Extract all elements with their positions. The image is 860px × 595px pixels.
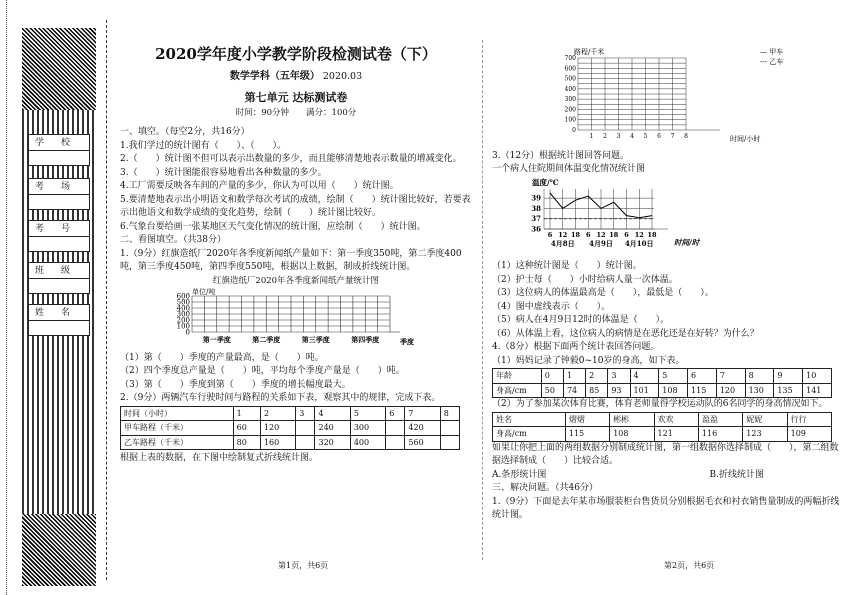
- table-cell: 240: [315, 421, 350, 436]
- cut-line: [106, 20, 112, 580]
- table-row: [121, 421, 460, 436]
- height-table-2: [492, 412, 832, 442]
- table-cell: 74: [563, 383, 585, 398]
- table-cell: 姓名: [493, 412, 566, 427]
- question: 4.（8分）根据下面两个统计表回答问题。: [492, 342, 660, 352]
- choice-row: [492, 469, 844, 483]
- table-cell: 123: [743, 427, 787, 442]
- question: （6）从体温上看，这位病人的病情是在恶化还是在好转？为什么？: [492, 328, 759, 339]
- table-cell: 400: [350, 435, 385, 450]
- table-cell: 0: [541, 369, 563, 384]
- question: （1）这种统计图是（ ）统计图。: [492, 261, 642, 271]
- chart-ylabel: 路程/千米: [574, 48, 605, 56]
- question: 1.我们学过的统计图有（ ）、（ ）。: [120, 140, 287, 151]
- question: （4）图中虚线表示（ ）。: [492, 301, 611, 312]
- exam-room-field[interactable]: 考 场: [28, 178, 90, 210]
- x-tick: 8: [684, 133, 688, 140]
- y-tick: 600: [564, 65, 576, 73]
- table-cell: 6: [386, 406, 405, 421]
- table-cell: 3: [608, 369, 630, 384]
- table-cell[interactable]: [386, 435, 405, 450]
- x-tick: 12: [596, 230, 606, 239]
- table-cell: 9: [774, 369, 803, 384]
- question: （3）第（ ）季度到第（ ）季度的增长幅度最大。: [120, 379, 351, 390]
- chart-xlabel: 季度: [400, 337, 414, 346]
- table-cell[interactable]: [440, 435, 459, 450]
- x-tick: 18: [570, 230, 581, 239]
- y-tick: 0: [572, 127, 576, 134]
- table-cell: 彬彬: [610, 412, 654, 427]
- table-cell: 109: [787, 427, 831, 442]
- table-cell: 1: [233, 406, 260, 421]
- table-row: [493, 383, 832, 398]
- question: （5）病人在4月9日12时的体温是（ ）。: [492, 315, 670, 325]
- table-cell: 115: [688, 383, 717, 398]
- x-tick: 第一季度: [202, 335, 231, 344]
- table-cell: 160: [260, 435, 295, 450]
- table-cell: 甲车路程（千米）: [121, 421, 234, 436]
- x-tick: 18: [647, 230, 657, 239]
- question: （1）妈妈记录了钟毅0~10岁的身高，如下表。: [492, 355, 685, 366]
- table-cell: 121: [654, 427, 698, 442]
- y-tick: 500: [564, 75, 576, 83]
- table-cell[interactable]: [386, 421, 405, 436]
- table-cell: 身高/cm: [493, 383, 542, 398]
- y-tick: 39: [531, 193, 541, 203]
- chart-ylabel: 温度/℃: [532, 177, 559, 187]
- question: 1.（9分）红旗造纸厂2020年各季度新闻纸产量如下：第一季度350吨，第二季度400吨，第三季度450吨，第四季度550吨，根据以上数据，制成折线统计图。: [120, 248, 462, 272]
- date-label: 4月8日: [550, 238, 575, 248]
- table-cell: 300: [350, 421, 385, 436]
- section-heading: 三、解决问题。（共46分）: [492, 483, 598, 493]
- exam-title: 2020学年度小学教学阶段检测试卷（下）: [155, 45, 437, 63]
- table-cell: 1: [563, 369, 585, 384]
- question: （2）护士每（ ）小时给病人量一次体温。: [492, 274, 678, 285]
- table-cell: 120: [716, 383, 745, 398]
- table-cell: 6: [688, 369, 717, 384]
- question: （2）为了参加某次体育比赛，体育老师量得学校运动队的6名同学的身高情况如下。: [492, 399, 828, 409]
- date-label: 4月9日: [589, 238, 613, 248]
- page-1: [120, 0, 472, 466]
- table-cell: 8: [440, 406, 459, 421]
- table-cell: 乙车路程（千米）: [121, 435, 234, 450]
- x-tick: 5: [643, 133, 648, 140]
- x-tick: 6: [657, 133, 661, 140]
- y-tick: 200: [564, 106, 576, 114]
- x-tick: 6: [585, 230, 591, 239]
- chart-xlabel: 时间/小时: [730, 135, 761, 143]
- temperature-chart: [492, 177, 844, 255]
- distance-chart-grid: [492, 46, 844, 144]
- choice-a: A.条形统计图: [492, 469, 547, 480]
- section-heading: 二、看图填空。（共38分）: [120, 235, 226, 245]
- question: （2）四个季度总产量是（ ）吨，平均每个季度产量是（ ）吨。: [120, 366, 405, 376]
- table-cell: 141: [803, 383, 832, 398]
- x-tick: 第三季度: [301, 335, 330, 344]
- section-heading: 一、填空。（每空2分，共16分）: [120, 127, 250, 137]
- question: 一个病人住院期间体温变化情况统计图: [492, 164, 646, 174]
- x-tick: 7: [670, 133, 675, 140]
- y-tick: 36: [531, 224, 541, 233]
- table-cell: 2: [260, 406, 295, 421]
- table-cell: 80: [233, 435, 260, 450]
- table-cell: 560: [405, 435, 440, 450]
- x-tick: 12: [558, 230, 568, 239]
- page-2: [492, 0, 844, 523]
- x-tick: 1: [589, 133, 594, 140]
- name-field[interactable]: 姓 名: [28, 304, 90, 336]
- table-row: [121, 406, 460, 421]
- hatch-top: [22, 28, 96, 110]
- table-cell: 420: [405, 421, 440, 436]
- height-table-1: [492, 368, 832, 398]
- table-row: [121, 435, 460, 450]
- hatch-bottom: [22, 514, 96, 586]
- question: 2.（9分）两辆汽车行驶时间与路程的关系如下表，观察其中的规律，完成下表。: [120, 393, 441, 403]
- table-cell: 5: [659, 369, 688, 384]
- chart-xlabel: 时间/时: [674, 237, 700, 247]
- x-tick: 第二季度: [252, 335, 281, 344]
- perforation-line: [6, 0, 14, 595]
- table-cell: 欢欢: [654, 412, 698, 427]
- table-cell: 120: [260, 421, 295, 436]
- table-cell: 115: [565, 427, 609, 442]
- y-tick: 600: [176, 292, 190, 301]
- table-cell: 身高/cm: [493, 427, 566, 442]
- table-cell: 4: [630, 369, 659, 384]
- table-cell: 3: [296, 406, 315, 421]
- y-tick: 400: [564, 85, 576, 93]
- x-tick: 3: [616, 133, 621, 140]
- x-tick: 6: [624, 230, 629, 239]
- y-tick: 700: [564, 55, 576, 62]
- table-cell: 时间（小时）: [121, 406, 234, 421]
- table-cell[interactable]: [296, 435, 315, 450]
- table-cell: 盈盈: [698, 412, 742, 427]
- question: （3）这位病人的体温最高是（ ），最低是（ ）。: [492, 288, 714, 298]
- subject-line: 数学学科（五年级） 2020.03: [229, 70, 363, 82]
- table-cell: 60: [233, 421, 260, 436]
- x-tick: 6: [547, 230, 553, 239]
- x-tick: 18: [609, 230, 619, 239]
- table-cell: 年龄: [493, 369, 542, 384]
- x-tick: 第四季度: [351, 335, 380, 344]
- question: 3.（12分）根据统计图回答问题。: [492, 150, 630, 161]
- table-cell: 108: [610, 427, 654, 442]
- table-cell: 108: [659, 383, 688, 398]
- unit-title: 第七单元 达标测试卷: [244, 91, 348, 104]
- x-tick: 2: [603, 133, 607, 140]
- table-cell: 4: [315, 406, 350, 421]
- table-cell: 93: [608, 383, 630, 398]
- page-footer: 第2页，共6页: [664, 561, 715, 570]
- table-cell: 行行: [787, 412, 831, 427]
- table-cell: 101: [630, 383, 659, 398]
- y-tick: 400: [176, 304, 190, 313]
- table-cell: 320: [315, 435, 350, 450]
- x-tick: 4: [630, 133, 634, 140]
- question: 根据上表的数据，在下图中绘制复式折线统计图。: [120, 453, 319, 463]
- y-tick: 200: [176, 316, 190, 325]
- question: 2.（ ）统计图不但可以表示出数量的多少，而且能够清楚地表示数量的增减变化。: [120, 154, 462, 164]
- school-field[interactable]: 学 校: [28, 134, 90, 166]
- legend-item: --- 乙车: [760, 58, 784, 66]
- table-cell: 135: [774, 383, 803, 398]
- y-tick: 300: [176, 310, 190, 319]
- table-cell[interactable]: [440, 421, 459, 436]
- question: （1）第（ ）季度的产量最高，是（ ）吨。: [120, 352, 324, 363]
- table-row: [493, 427, 832, 442]
- question: 3.（ ）统计图能很容易地看出各种数量的多少。: [120, 167, 327, 178]
- table-cell: 85: [586, 383, 608, 398]
- choice-b: B.折线统计图: [709, 469, 764, 480]
- question: 如果让你把上面的两组数据分别制成统计图，第一组数据你选择制成（ ），第二组数据选择制成（ ）比较合适。: [492, 442, 839, 466]
- page-divider: [482, 40, 483, 560]
- table-row: [493, 369, 832, 384]
- table-cell: 116: [698, 427, 742, 442]
- table-row: [493, 412, 832, 427]
- date-label: 4月10日: [624, 238, 654, 248]
- chart-ylabel: 单位/吨: [192, 288, 216, 296]
- question: 4.工厂需要反映各车间的产量的多少，你认为可以用（ ）统计图。: [120, 181, 399, 191]
- table-cell: 5: [350, 406, 385, 421]
- table-cell[interactable]: [296, 421, 315, 436]
- table-cell: 50: [541, 383, 563, 398]
- question: 6.气象台要给画一张某地区天气变化情况的统计图，应绘制（ ）统计图。: [120, 221, 426, 232]
- table-cell: 熠熠: [565, 412, 609, 427]
- y-tick: 100: [564, 116, 576, 124]
- question: 5.要清楚地表示出小明语文和数学每次考试的成绩，绘制（ ）统计图比较好，若要表示出他语文和数学成绩的变化趋势，绘制（ ）统计图比较好。: [120, 194, 471, 218]
- question: 1.（9分）下面是去年某市场服装柜台售货员分别根据毛衣和衬衣销售量制成的两幅折线统计图。: [492, 496, 840, 520]
- y-tick: 0: [185, 328, 190, 337]
- table-cell: 130: [745, 383, 774, 398]
- y-tick: 100: [176, 322, 190, 331]
- table-cell: 8: [745, 369, 774, 384]
- production-chart-grid: [120, 288, 472, 346]
- legend-item: — 甲车: [760, 48, 784, 56]
- table-cell: 7: [716, 369, 745, 384]
- class-field[interactable]: 班 级: [28, 262, 90, 294]
- page-footer: 第1页，共6页: [278, 561, 329, 570]
- exam-meta: 时间：90分钟 满分：100分: [235, 107, 357, 118]
- binding-strip: [0, 0, 118, 595]
- x-tick: 12: [634, 230, 644, 239]
- table-cell: 7: [405, 406, 440, 421]
- chart-title: 红旗造纸厂2020年各季度新闻纸产量统计图: [212, 275, 380, 286]
- table-cell: 2: [586, 369, 608, 384]
- distance-table: [120, 406, 460, 451]
- y-tick: 38: [531, 203, 541, 213]
- y-tick: 500: [176, 298, 190, 307]
- table-cell: 10: [803, 369, 832, 384]
- y-tick: 37: [531, 213, 541, 223]
- table-cell: 妮妮: [743, 412, 787, 427]
- y-tick: 300: [564, 96, 576, 104]
- exam-number-field[interactable]: 考 号: [28, 220, 90, 252]
